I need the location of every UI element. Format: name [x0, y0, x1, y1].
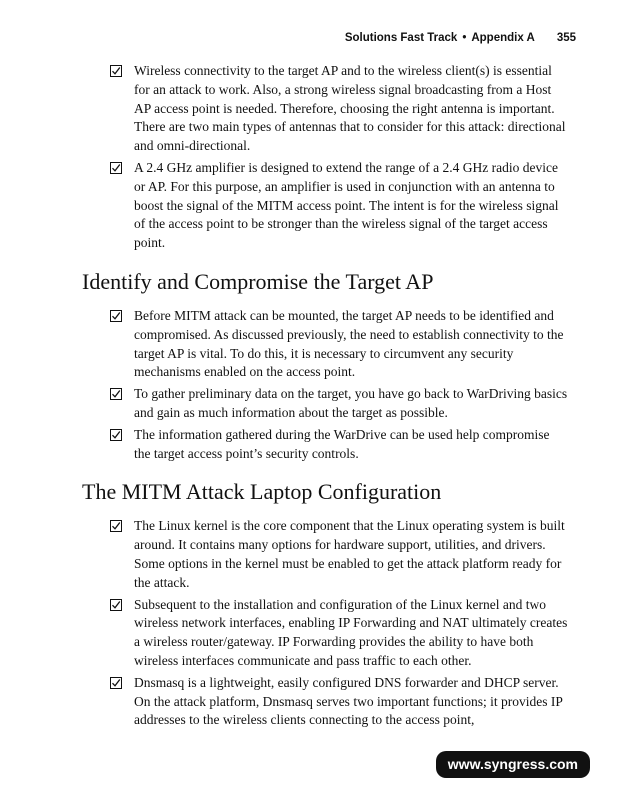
checkbox-checked-icon — [110, 520, 122, 532]
checkbox-checked-icon — [110, 65, 122, 77]
list-item — [82, 62, 568, 156]
running-title: Solutions Fast Track — [344, 32, 458, 44]
checkbox-checked-icon — [110, 162, 122, 174]
section-heading: The MITM Attack Laptop Configuration — [82, 479, 442, 505]
bullet-text: Wireless connectivity to the target AP and to the wireless client(s) is essential for an attack to work. Also, a strong wireless signal broadcasting from a Host AP access point is needed. Therefore, choosing the right antenna is important. There are two main types of antennas that to consider for this attack: directional and omni-directional. — [134, 63, 566, 154]
list-item — [82, 517, 568, 592]
bullet-text: Dnsmasq is a lightweight, easily configured DNS forwarder and DHCP server. On the attack platform, Dnsmasq serves two important functions; it provides IP addresses to the wireless clients connecting to the access point, — [134, 674, 563, 728]
checkbox-checked-icon — [110, 677, 122, 689]
checkbox-checked-icon — [110, 388, 122, 400]
bullet-text: Subsequent to the installation and configuration of the Linux kernel and two wireless network interfaces, enabling IP Forwarding and NAT ultimately creates a wireless router/gateway. IP Forwarding provides the ability to have both wireless interfaces communicate and pass traffic to each other. — [134, 596, 568, 668]
page-number: 355 — [556, 32, 576, 44]
list-item — [82, 596, 568, 671]
checkbox-checked-icon — [110, 599, 122, 611]
bullet-text: Before MITM attack can be mounted, the target AP needs to be identified and compromised. As discussed previously, the need to establish connectivity to the target AP is vital. To do this, it is necessary to circumvent any security mechanisms enabled on the access point. — [134, 307, 564, 380]
intro-bullet-list — [82, 62, 568, 253]
bullet-text: To gather preliminary data on the target, you have go back to WarDriving basics and gain as much information about the target as possible. — [134, 386, 568, 420]
header-separator: • — [462, 32, 467, 44]
section-bullet-list — [82, 517, 568, 730]
publisher-url-badge: www.syngress.com — [436, 751, 590, 778]
checkbox-checked-icon — [110, 429, 122, 441]
bullet-text: A 2.4 GHz amplifier is designed to extend the range of a 2.4 GHz radio device or AP. For this purpose, an amplifier is used in conjunction with an antenna to boost the signal of the MITM access point. The intent is for the wireless signal of the access point to be stronger than the wireless signal of the target access point. — [134, 159, 559, 251]
section-bullet-list — [82, 307, 568, 463]
appendix-label: Appendix A — [471, 32, 535, 44]
list-item — [82, 385, 568, 423]
list-item — [82, 674, 568, 730]
list-item — [82, 307, 568, 382]
bullet-text: The Linux kernel is the core component that the Linux operating system is built around. It contains many options for hardware support, utilities, and drivers. Some options in the kernel must be enabled to get the attack platform ready for the attack. — [134, 518, 565, 590]
page-body — [82, 62, 568, 733]
section-heading: Identify and Compromise the Target AP — [82, 268, 434, 294]
checkbox-checked-icon — [110, 310, 122, 322]
running-header — [345, 32, 576, 44]
list-item — [82, 159, 568, 253]
list-item — [82, 426, 568, 464]
bullet-text: The information gathered during the WarDrive can be used help compromise the target access point’s security controls. — [134, 426, 550, 461]
